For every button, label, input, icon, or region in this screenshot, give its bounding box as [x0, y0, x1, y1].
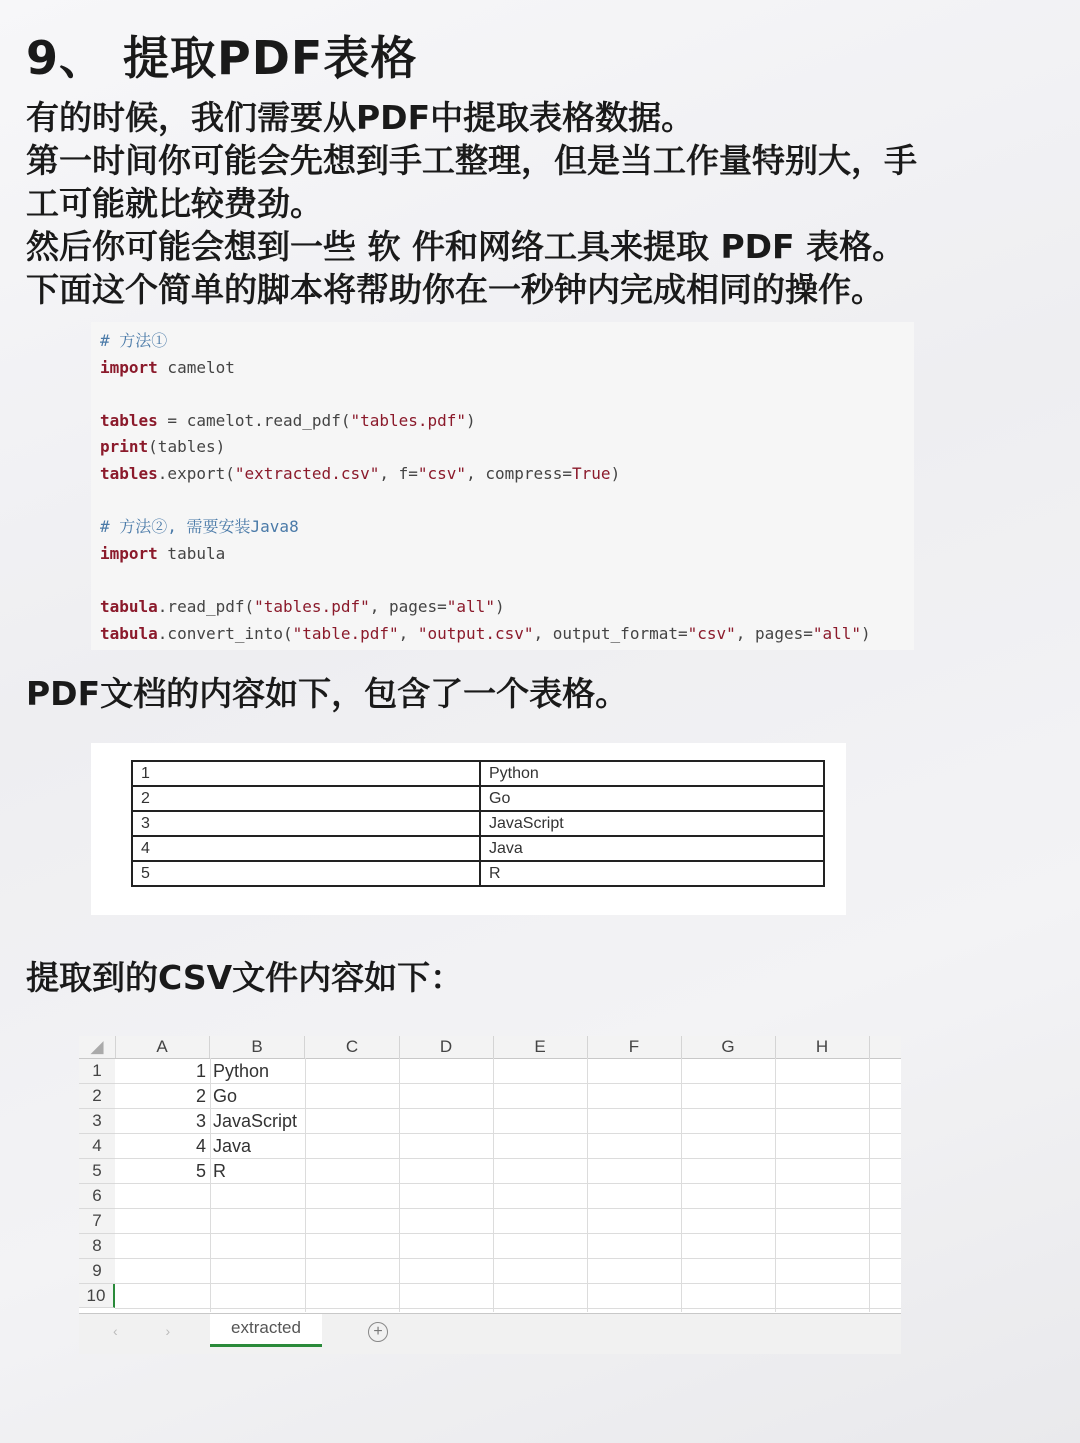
- code-text: ): [610, 463, 621, 483]
- table-cell: Java: [480, 836, 824, 861]
- code-keyword: True: [572, 463, 611, 483]
- code-string: "csv": [417, 463, 467, 483]
- paragraph-line: 有的时候，我们需要从PDF中提取表格数据。: [26, 98, 695, 137]
- grid-line: [115, 1258, 901, 1259]
- cell-b3[interactable]: JavaScript: [213, 1111, 298, 1131]
- code-text: , compress=: [466, 463, 573, 483]
- code-string: "all": [812, 623, 862, 643]
- grid-line: [115, 1208, 901, 1209]
- row-header[interactable]: 9: [79, 1259, 115, 1284]
- grid-line: [305, 1058, 306, 1312]
- cell-a1[interactable]: 1: [195, 1061, 206, 1081]
- table-row: [132, 786, 824, 811]
- intro-paragraph: [26, 96, 1056, 311]
- table-cell: JavaScript: [480, 811, 824, 836]
- table-cell: 1: [132, 761, 480, 786]
- paragraph-line: 工可能就比较费劲。: [26, 184, 323, 223]
- sheet-tab-bar: [79, 1313, 901, 1354]
- grid-line: [115, 1283, 901, 1284]
- code-string: "extracted.csv": [234, 463, 380, 483]
- paragraph-line: 然后你可能会想到一些 软 件和网络工具来提取 PDF 表格。: [26, 227, 906, 266]
- code-keyword: import: [100, 357, 158, 377]
- code-line: [100, 461, 914, 488]
- csv-heading: 提取到的CSV文件内容如下：: [26, 958, 464, 997]
- grid-line: [115, 1308, 901, 1309]
- column-header-e[interactable]: E: [493, 1036, 588, 1058]
- grid-line: [681, 1058, 682, 1312]
- code-text: , output_format=: [533, 623, 688, 643]
- grid-line: [115, 1233, 901, 1234]
- column-header-f[interactable]: F: [587, 1036, 682, 1058]
- code-line: [100, 328, 914, 355]
- code-string: "tables.pdf": [350, 410, 467, 430]
- row-header[interactable]: 2: [79, 1084, 115, 1109]
- code-text: .export(: [157, 463, 235, 483]
- sheet-tab-extracted[interactable]: extracted: [210, 1314, 322, 1347]
- select-all-corner[interactable]: ◢: [79, 1036, 116, 1058]
- cell-a4[interactable]: 4: [195, 1136, 206, 1156]
- table-cell: Go: [480, 786, 824, 811]
- code-line: [100, 594, 914, 621]
- column-header-d[interactable]: D: [399, 1036, 494, 1058]
- spreadsheet: [79, 1036, 901, 1354]
- row-header[interactable]: 3: [79, 1109, 115, 1134]
- row-header[interactable]: 7: [79, 1209, 115, 1234]
- code-text: ): [494, 596, 505, 616]
- grid-line: [869, 1058, 870, 1312]
- code-text: ,: [398, 623, 418, 643]
- code-line: [100, 381, 914, 408]
- row-header[interactable]: 1: [79, 1059, 115, 1084]
- code-line: [100, 408, 914, 435]
- column-header-a[interactable]: A: [115, 1036, 210, 1058]
- pdf-heading: PDF文档的内容如下，包含了一个表格。: [26, 674, 629, 713]
- grid-line: [115, 1158, 901, 1159]
- sheet-nav-arrows-icon[interactable]: ‹ ›: [113, 1323, 193, 1339]
- pdf-preview: [91, 743, 846, 915]
- code-string: "csv": [687, 623, 736, 643]
- grid-line: [493, 1058, 494, 1312]
- code-text: camelot: [157, 357, 235, 377]
- page-title: 9、 提取PDF表格: [26, 31, 418, 85]
- code-text: , pages=: [735, 623, 813, 643]
- cell-b5[interactable]: R: [213, 1161, 226, 1181]
- code-block: [91, 322, 914, 650]
- code-variable: tables: [100, 410, 158, 430]
- code-text: , pages=: [369, 596, 447, 616]
- table-cell: R: [480, 861, 824, 886]
- code-text: ): [466, 410, 476, 430]
- cell-b4[interactable]: Java: [213, 1136, 252, 1156]
- row-header[interactable]: 10: [79, 1284, 115, 1308]
- code-text: , f=: [379, 463, 418, 483]
- column-header-g[interactable]: G: [681, 1036, 776, 1058]
- code-line: [100, 514, 914, 541]
- row-header[interactable]: 6: [79, 1184, 115, 1209]
- code-line: [100, 355, 914, 382]
- table-row: [132, 811, 824, 836]
- grid-line: [115, 1183, 901, 1184]
- cell-a2[interactable]: 2: [195, 1086, 206, 1106]
- cell-a5[interactable]: 5: [195, 1161, 206, 1181]
- row-header[interactable]: 4: [79, 1134, 115, 1159]
- code-text: tabula: [157, 543, 226, 563]
- add-sheet-icon[interactable]: +: [368, 1322, 388, 1342]
- cell-a3[interactable]: 3: [195, 1111, 206, 1131]
- cell-b1[interactable]: Python: [213, 1061, 270, 1081]
- cell-b2[interactable]: Go: [213, 1086, 238, 1106]
- code-text: = camelot.read_pdf(: [157, 410, 351, 430]
- code-variable: tables: [100, 463, 158, 483]
- code-line: [100, 567, 914, 594]
- code-keyword: print: [100, 437, 149, 457]
- paragraph-line: 下面这个简单的脚本将帮助你在一秒钟内完成相同的操作。: [26, 270, 884, 309]
- code-text: .read_pdf(: [157, 596, 255, 616]
- grid-line: [587, 1058, 588, 1312]
- code-text: ): [861, 623, 871, 643]
- code-string: "all": [446, 596, 495, 616]
- code-keyword: import: [100, 543, 158, 563]
- code-text: (tables): [148, 437, 226, 457]
- grid-line: [399, 1058, 400, 1312]
- table-row: [132, 761, 824, 786]
- code-string: "table.pdf": [292, 623, 399, 643]
- table-cell: 5: [132, 861, 480, 886]
- code-comment: # 方法②, 需要安装Java8: [100, 517, 299, 537]
- column-header-b[interactable]: B: [210, 1036, 305, 1058]
- code-string: "tables.pdf": [254, 596, 370, 616]
- row-header[interactable]: 5: [79, 1159, 115, 1184]
- code-text: .convert_into(: [157, 623, 293, 643]
- code-comment: # 方法①: [100, 331, 168, 350]
- code-line: [100, 621, 914, 648]
- code-string: "output.csv": [417, 623, 534, 643]
- grid-line: [775, 1058, 776, 1312]
- grid-line: [210, 1058, 211, 1312]
- column-header-c[interactable]: C: [305, 1036, 400, 1058]
- row-header[interactable]: 8: [79, 1234, 115, 1259]
- code-line: [100, 434, 914, 461]
- table-cell: 3: [132, 811, 480, 836]
- code-variable: tabula: [100, 596, 158, 616]
- table-cell: Python: [480, 761, 824, 786]
- pdf-table: [131, 760, 825, 887]
- column-header-h[interactable]: H: [775, 1036, 870, 1058]
- table-row: [132, 836, 824, 861]
- code-line: [100, 488, 914, 515]
- table-row: [132, 861, 824, 886]
- paragraph-line: 第一时间你可能会先想到手工整理，但是当工作量特别大，手: [26, 141, 917, 180]
- code-variable: tabula: [100, 623, 158, 643]
- table-cell: 2: [132, 786, 480, 811]
- table-cell: 4: [132, 836, 480, 861]
- code-line: [100, 541, 914, 568]
